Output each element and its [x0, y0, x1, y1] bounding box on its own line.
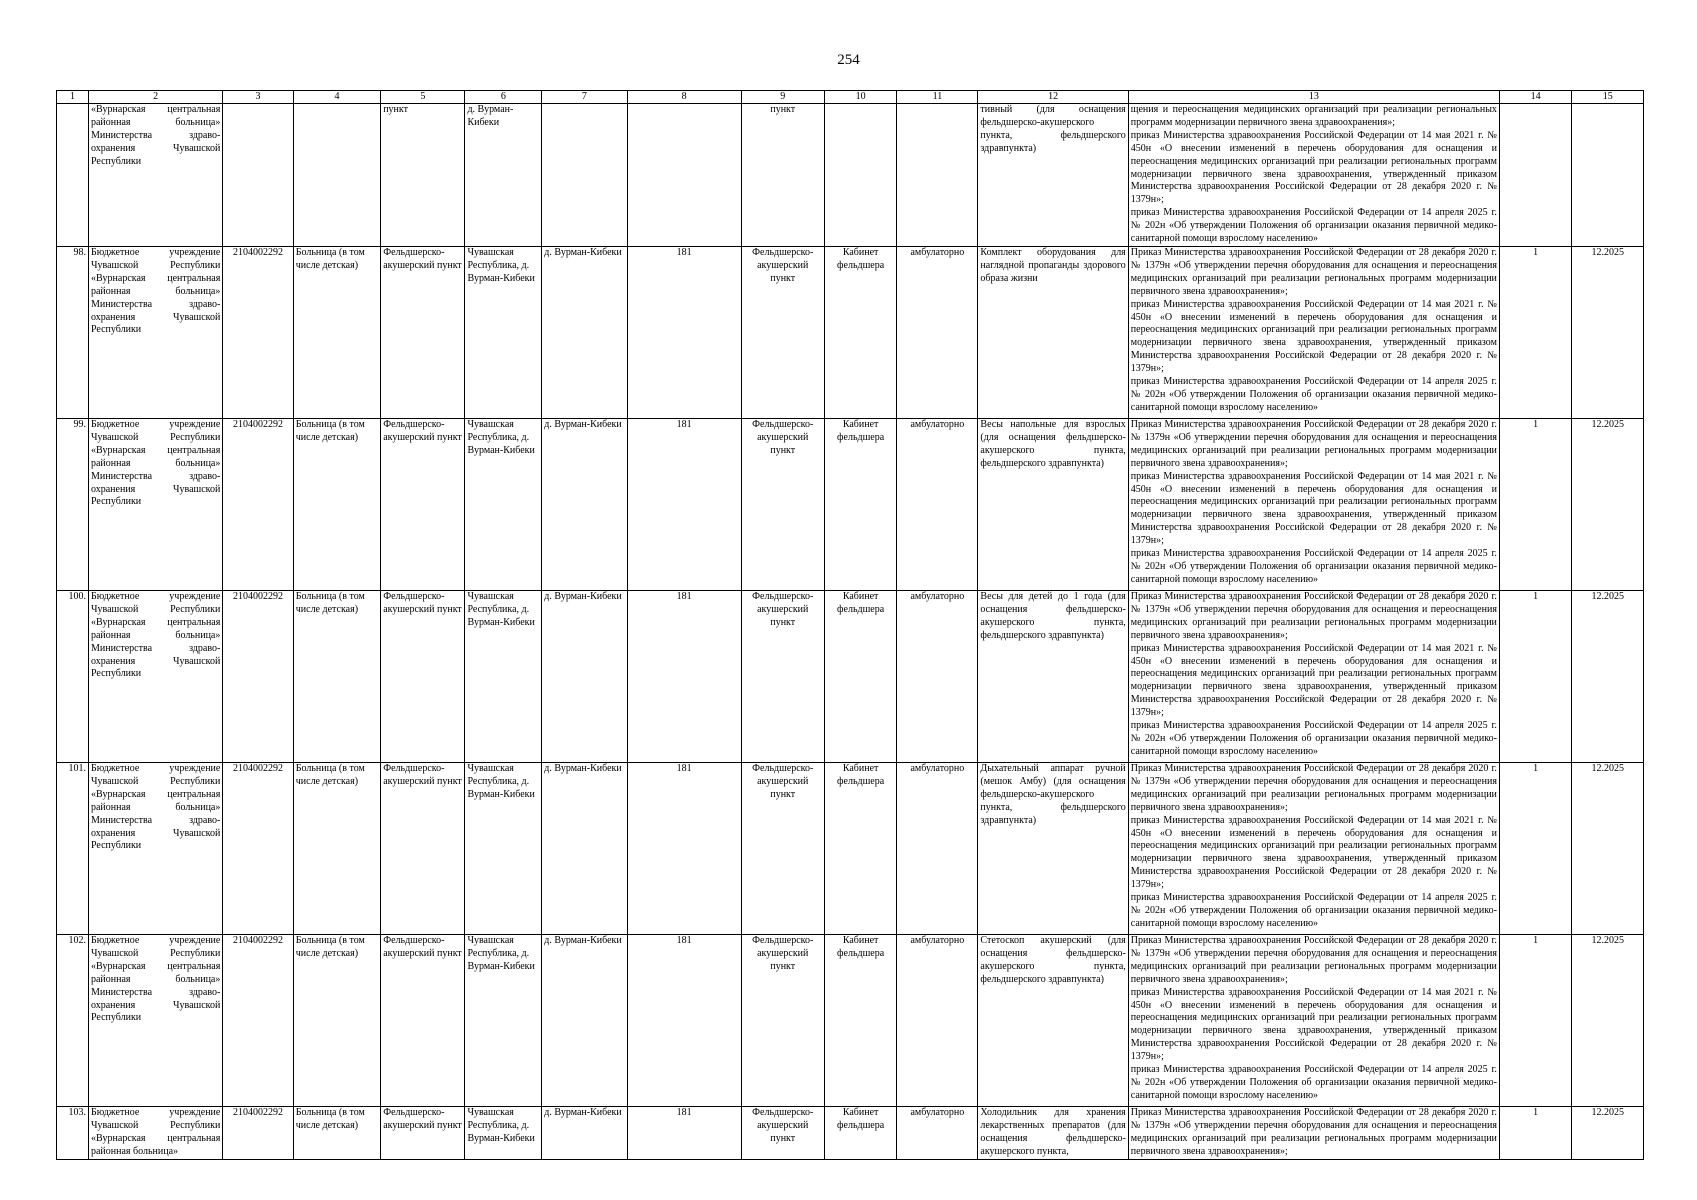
cell-mode [897, 104, 978, 247]
table-row [57, 591, 1644, 763]
cell-equipment: Весы напольные для взрослых (для оснащения фельдшерско-акушерского пункта, фельдшерского здравпункта) [978, 419, 1128, 591]
column-header: 8 [627, 91, 741, 104]
cell-unit: Фельдшерско-акушерский пункт [741, 419, 824, 591]
cell-inn: 2104002292 [223, 419, 293, 591]
cell-room [824, 104, 897, 247]
column-header: 3 [223, 91, 293, 104]
cell-village: д. Вурман-Кибеки [542, 935, 627, 1107]
cell-point: Фельдшерско-акушерский пункт [381, 591, 465, 763]
cell-type: Больница (в том числе детская) [293, 247, 380, 419]
cell-num: 101. [57, 763, 89, 935]
cell-qty: 1 [1499, 935, 1572, 1107]
cell-code: 181 [627, 591, 741, 763]
cell-inn: 2104002292 [223, 763, 293, 935]
cell-region: Чувашская Республика, д. Вурман-Кибеки [465, 419, 542, 591]
cell-date: 12.2025 [1572, 1107, 1644, 1160]
cell-date: 12.2025 [1572, 419, 1644, 591]
cell-point: Фельдшерско-акушерский пункт [381, 1107, 465, 1160]
cell-village: д. Вурман-Кибеки [542, 247, 627, 419]
column-header: 14 [1499, 91, 1572, 104]
cell-qty: 1 [1499, 591, 1572, 763]
cell-region: Чувашская Республика, д. Вурман-Кибеки [465, 1107, 542, 1160]
cell-qty: 1 [1499, 247, 1572, 419]
cell-unit: Фельдшерско-акушерский пункт [741, 591, 824, 763]
cell-num: 100. [57, 591, 89, 763]
cell-point: Фельдшерско-акушерский пункт [381, 247, 465, 419]
cell-room: Кабинет фельдшера [824, 1107, 897, 1160]
cell-village: д. Вурман-Кибеки [542, 1107, 627, 1160]
continuation-row [57, 104, 1644, 247]
cell-village: д. Вурман-Кибеки [542, 419, 627, 591]
cell-basis: щения и переоснащения медицинских организаций при реализации региональных программ модернизации первичного звена здравоохранения»; приказ Министерства здравоохранения Российской Федерации от 14 мая 2021 г. № 450н «О внесении изменений в перечень оборудования для оснащения и переоснащения медицинских организаций при реализации региональных программ модернизации первичного звена здравоохранения, утвержденный приказом Министерства здравоохранения Российской Федерации от 28 декабря 2020 г. № 1379н»; приказ Министерства здравоохранения Российской Федерации от 14 апреля 2025 г. № 202н «Об утверждении Положения об организации оказания первичной медико-санитарной помощи взрослому населению» [1128, 104, 1499, 247]
cell-org: Бюджетное учреждение Чувашской Республики «Вурнарская центральная районная больница» Министерства здраво-охранения Чувашской Республики [88, 935, 222, 1107]
cell-basis: Приказ Министерства здравоохранения Российской Федерации от 28 декабря 2020 г. № 1379н «Об утверждении перечня оборудования для оснащения и переоснащения медицинских организаций при реализации региональных программ модернизации первичного звена здравоохранения»; приказ Министерства здравоохранения Российской Федерации от 14 мая 2021 г. № 450н «О внесении изменений в перечень оборудования для оснащения и переоснащения медицинских организаций при реализации региональных программ модернизации первичного звена здравоохранения, утвержденный приказом Министерства здравоохранения Российской Федерации от 28 декабря 2020 г. № 1379н»; приказ Министерства здравоохранения Российской Федерации от 14 апреля 2025 г. № 202н «Об утверждении Положения об организации оказания первичной медико-санитарной помощи взрослому населению» [1128, 763, 1499, 935]
cell-date: 12.2025 [1572, 763, 1644, 935]
column-header: 1 [57, 91, 89, 104]
cell-region: Чувашская Республика, д. Вурман-Кибеки [465, 763, 542, 935]
cell-code: 181 [627, 247, 741, 419]
cell-inn: 2104002292 [223, 1107, 293, 1160]
cell-room: Кабинет фельдшера [824, 763, 897, 935]
cell-mode: амбулаторно [897, 419, 978, 591]
cell-org: «Вурнарская центральная районная больница» Министерства здраво-охранения Чувашской Республики [88, 104, 222, 247]
column-header: 15 [1572, 91, 1644, 104]
cell-basis: Приказ Министерства здравоохранения Российской Федерации от 28 декабря 2020 г. № 1379н «Об утверждении перечня оборудования для оснащения и переоснащения медицинских организаций при реализации региональных программ модернизации первичного звена здравоохранения»; приказ Министерства здравоохранения Российской Федерации от 14 мая 2021 г. № 450н «О внесении изменений в перечень оборудования для оснащения и переоснащения медицинских организаций при реализации региональных программ модернизации первичного звена здравоохранения, утвержденный приказом Министерства здравоохранения Российской Федерации от 28 декабря 2020 г. № 1379н»; приказ Министерства здравоохранения Российской Федерации от 14 апреля 2025 г. № 202н «Об утверждении Положения об организации оказания первичной медико-санитарной помощи взрослому населению» [1128, 935, 1499, 1107]
cell-num: 99. [57, 419, 89, 591]
cell-date: 12.2025 [1572, 247, 1644, 419]
cell-date [1572, 104, 1644, 247]
cell-room: Кабинет фельдшера [824, 935, 897, 1107]
cell-room: Кабинет фельдшера [824, 247, 897, 419]
cell-qty: 1 [1499, 1107, 1572, 1160]
cell-mode: амбулаторно [897, 247, 978, 419]
equipment-table [56, 90, 1644, 1160]
cell-org: Бюджетное учреждение Чувашской Республики «Вурнарская центральная районная больница» Министерства здраво-охранения Чувашской Республики [88, 419, 222, 591]
column-header: 10 [824, 91, 897, 104]
cell-village: д. Вурман-Кибеки [542, 591, 627, 763]
cell-inn [223, 104, 293, 247]
cell-basis: Приказ Министерства здравоохранения Российской Федерации от 28 декабря 2020 г. № 1379н «Об утверждении перечня оборудования для оснащения и переоснащения медицинских организаций при реализации региональных программ модернизации первичного звена здравоохранения»; приказ Министерства здравоохранения Российской Федерации от 14 мая 2021 г. № 450н «О внесении изменений в перечень оборудования для оснащения и переоснащения медицинских организаций при реализации региональных программ модернизации первичного звена здравоохранения, утвержденный приказом Министерства здравоохранения Российской Федерации от 28 декабря 2020 г. № 1379н»; приказ Министерства здравоохранения Российской Федерации от 14 апреля 2025 г. № 202н «Об утверждении Положения об организации оказания первичной медико-санитарной помощи взрослому населению» [1128, 247, 1499, 419]
column-header: 11 [897, 91, 978, 104]
cell-unit: Фельдшерско-акушерский пункт [741, 935, 824, 1107]
cell-room: Кабинет фельдшера [824, 419, 897, 591]
cell-village: д. Вурман-Кибеки [542, 763, 627, 935]
cell-basis: Приказ Министерства здравоохранения Российской Федерации от 28 декабря 2020 г. № 1379н «Об утверждении перечня оборудования для оснащения и переоснащения медицинских организаций при реализации региональных программ модернизации первичного звена здравоохранения»; [1128, 1107, 1499, 1160]
page-number: 254 [837, 52, 860, 68]
cell-equipment: тивный (для оснащения фельдшерско-акушерского пункта, фельдшерского здравпункта) [978, 104, 1128, 247]
column-header: 6 [465, 91, 542, 104]
cell-inn: 2104002292 [223, 247, 293, 419]
cell-num: 98. [57, 247, 89, 419]
cell-room: Кабинет фельдшера [824, 591, 897, 763]
cell-region: д. Вурман-Кибеки [465, 104, 542, 247]
cell-region: Чувашская Республика, д. Вурман-Кибеки [465, 935, 542, 1107]
cell-mode: амбулаторно [897, 935, 978, 1107]
cell-point: Фельдшерско-акушерский пункт [381, 763, 465, 935]
column-header: 5 [381, 91, 465, 104]
table-row [57, 419, 1644, 591]
cell-code: 181 [627, 419, 741, 591]
column-header: 13 [1128, 91, 1499, 104]
cell-equipment: Стетоскоп акушерский (для оснащения фельдшерско-акушерского пункта, фельдшерского здравпункта) [978, 935, 1128, 1107]
cell-equipment: Дыхательный аппарат ручной (мешок Амбу) (для оснащения фельдшерско-акушерского пункта, фельдшерского здравпункта) [978, 763, 1128, 935]
cell-point: пункт [381, 104, 465, 247]
cell-mode: амбулаторно [897, 591, 978, 763]
cell-qty: 1 [1499, 419, 1572, 591]
cell-mode: амбулаторно [897, 1107, 978, 1160]
cell-type: Больница (в том числе детская) [293, 591, 380, 763]
cell-equipment: Весы для детей до 1 года (для оснащения фельдшерско-акушерского пункта, фельдшерского здравпункта) [978, 591, 1128, 763]
cell-code: 181 [627, 935, 741, 1107]
cell-equipment: Холодильник для хранения лекарственных препаратов (для оснащения фельдшерско-акушерского пункта, [978, 1107, 1128, 1160]
cell-inn: 2104002292 [223, 591, 293, 763]
table-row [57, 247, 1644, 419]
cell-basis: Приказ Министерства здравоохранения Российской Федерации от 28 декабря 2020 г. № 1379н «Об утверждении перечня оборудования для оснащения и переоснащения медицинских организаций при реализации региональных программ модернизации первичного звена здравоохранения»; приказ Министерства здравоохранения Российской Федерации от 14 мая 2021 г. № 450н «О внесении изменений в перечень оборудования для оснащения и переоснащения медицинских организаций при реализации региональных программ модернизации первичного звена здравоохранения, утвержденный приказом Министерства здравоохранения Российской Федерации от 28 декабря 2020 г. № 1379н»; приказ Министерства здравоохранения Российской Федерации от 14 апреля 2025 г. № 202н «Об утверждении Положения об организации оказания первичной медико-санитарной помощи взрослому населению» [1128, 419, 1499, 591]
table-row [57, 1107, 1644, 1160]
cell-org: Бюджетное учреждение Чувашской Республики «Вурнарская центральная районная больница» Министерства здраво-охранения Чувашской Республики [88, 247, 222, 419]
column-header: 2 [88, 91, 222, 104]
cell-qty: 1 [1499, 763, 1572, 935]
cell-date: 12.2025 [1572, 591, 1644, 763]
cell-inn: 2104002292 [223, 935, 293, 1107]
cell-code [627, 104, 741, 247]
cell-type: Больница (в том числе детская) [293, 763, 380, 935]
cell-date: 12.2025 [1572, 935, 1644, 1107]
cell-type: Больница (в том числе детская) [293, 419, 380, 591]
column-header: 12 [978, 91, 1128, 104]
cell-region: Чувашская Республика, д. Вурман-Кибеки [465, 591, 542, 763]
cell-num: 103. [57, 1107, 89, 1160]
cell-org: Бюджетное учреждение Чувашской Республики «Вурнарская центральная районная больница» [88, 1107, 222, 1160]
cell-type: Больница (в том числе детская) [293, 1107, 380, 1160]
cell-point: Фельдшерско-акушерский пункт [381, 935, 465, 1107]
cell-basis: Приказ Министерства здравоохранения Российской Федерации от 28 декабря 2020 г. № 1379н «Об утверждении перечня оборудования для оснащения и переоснащения медицинских организаций при реализации региональных программ модернизации первичного звена здравоохранения»; приказ Министерства здравоохранения Российской Федерации от 14 мая 2021 г. № 450н «О внесении изменений в перечень оборудования для оснащения и переоснащения медицинских организаций при реализации региональных программ модернизации первичного звена здравоохранения, утвержденный приказом Министерства здравоохранения Российской Федерации от 28 декабря 2020 г. № 1379н»; приказ Министерства здравоохранения Российской Федерации от 14 апреля 2025 г. № 202н «Об утверждении Положения об организации оказания первичной медико-санитарной помощи взрослому населению» [1128, 591, 1499, 763]
column-header: 4 [293, 91, 380, 104]
cell-type: Больница (в том числе детская) [293, 935, 380, 1107]
cell-unit: Фельдшерско-акушерский пункт [741, 247, 824, 419]
column-number-header [57, 91, 1644, 104]
cell-org: Бюджетное учреждение Чувашской Республики «Вурнарская центральная районная больница» Министерства здраво-охранения Чувашской Республики [88, 763, 222, 935]
cell-mode: амбулаторно [897, 763, 978, 935]
cell-code: 181 [627, 763, 741, 935]
cell-village [542, 104, 627, 247]
cell-org: Бюджетное учреждение Чувашской Республики «Вурнарская центральная районная больница» Министерства здраво-охранения Чувашской Республики [88, 591, 222, 763]
cell-unit: Фельдшерско-акушерский пункт [741, 1107, 824, 1160]
table-row [57, 763, 1644, 935]
cell-unit: Фельдшерско-акушерский пункт [741, 763, 824, 935]
cell-point: Фельдшерско-акушерский пункт [381, 419, 465, 591]
cell-type [293, 104, 380, 247]
column-header: 7 [542, 91, 627, 104]
cell-qty [1499, 104, 1572, 247]
cell-region: Чувашская Республика, д. Вурман-Кибеки [465, 247, 542, 419]
cell-num: 102. [57, 935, 89, 1107]
cell-unit: пункт [741, 104, 824, 247]
cell-equipment: Комплект оборудования для наглядной пропаганды здорового образа жизни [978, 247, 1128, 419]
cell-code: 181 [627, 1107, 741, 1160]
table-row [57, 935, 1644, 1107]
column-header: 9 [741, 91, 824, 104]
cell-num [57, 104, 89, 247]
